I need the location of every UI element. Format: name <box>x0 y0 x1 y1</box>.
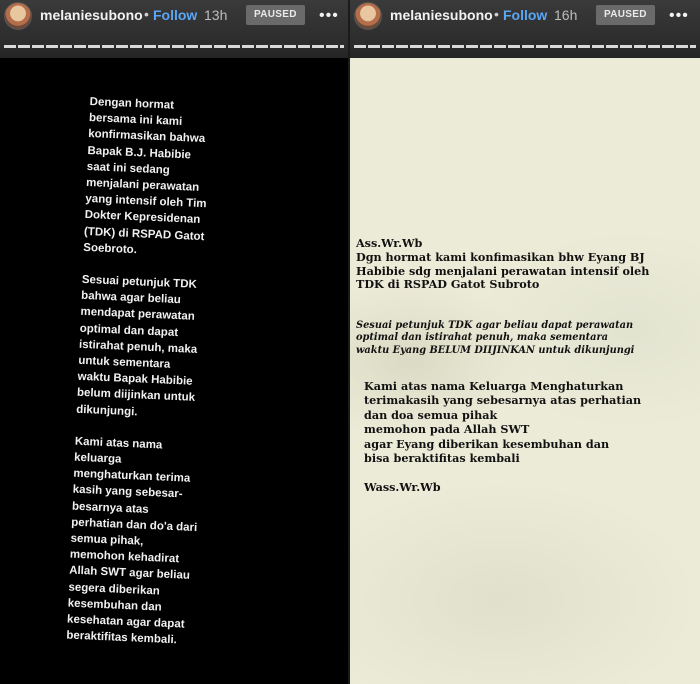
story-progress-bar <box>354 45 696 48</box>
greeting-block: Ass.Wr.Wb Dgn hormat kami konfimasikan bhw Eyang BJ Habibie sdg menjalani perawatan intensif oleh TDK di RSPAD Gatot Subroto <box>356 236 650 292</box>
story-panel-right[interactable] <box>350 0 700 684</box>
username[interactable]: melaniesubono <box>40 7 143 23</box>
paragraph-3: Kami atas nama keluarga menghaturkan terima kasih yang sebesar- besarnya atas perhatian dan do'a dari semua pihak, memohon kehadirat Allah SWT agar beliau segera diberikan kesembuhan dan kesehatan agar dapat beraktifitas kembali. <box>66 435 198 647</box>
more-dots-icon[interactable]: ••• <box>319 7 339 24</box>
more-dots-icon[interactable]: ••• <box>669 7 689 24</box>
paused-badge: PAUSED <box>596 5 655 25</box>
story-progress-bar <box>4 45 344 48</box>
separator-dot: • <box>144 6 149 22</box>
instruction-block: Sesuai petunjuk TDK agar beliau dapat perawatan optimal dan istirahat penuh, maka sementara waktu Eyang BELUM DIIJINKAN untuk dikunjungi <box>356 320 635 356</box>
avatar[interactable] <box>354 2 382 30</box>
timestamp: 13h <box>204 7 228 23</box>
story-text <box>356 237 698 495</box>
separator-dot: • <box>494 6 499 22</box>
follow-button[interactable]: Follow <box>503 7 548 23</box>
story-header <box>350 0 700 58</box>
paragraph-2: Sesuai petunjuk TDK bahwa agar beliau mendapat perawatan optimal dan dapat istirahat penuh, maka untuk sementara waktu Bapak Habibie belum diijinkan untuk dikunjungi. <box>75 273 198 419</box>
avatar[interactable] <box>4 2 32 30</box>
paused-badge: PAUSED <box>246 5 305 25</box>
timestamp: 16h <box>554 7 578 23</box>
username[interactable]: melaniesubono <box>390 7 493 23</box>
paragraph-1: Dengan hormat bersama ini kami konfirmasikan bahwa Bapak B.J. Habibie saat ini sedang menjalani perawatan yang intensif oleh Tim Dokter Kepresidenan (TDK) di RSPAD Gatot Soebroto. <box>83 95 207 257</box>
story-header <box>0 0 348 58</box>
follow-button[interactable]: Follow <box>153 7 198 23</box>
story-text <box>65 94 290 669</box>
thanks-block: Kami atas nama Keluarga Menghaturkan terimakasih yang sebesarnya atas perhatian dan doa semua pihak memohon pada Allah SWT agar Eyang diberikan kesembuhan dan bisa beraktifitas kembali Wass.Wr.Wb <box>364 378 642 495</box>
story-panel-left[interactable] <box>0 0 348 684</box>
